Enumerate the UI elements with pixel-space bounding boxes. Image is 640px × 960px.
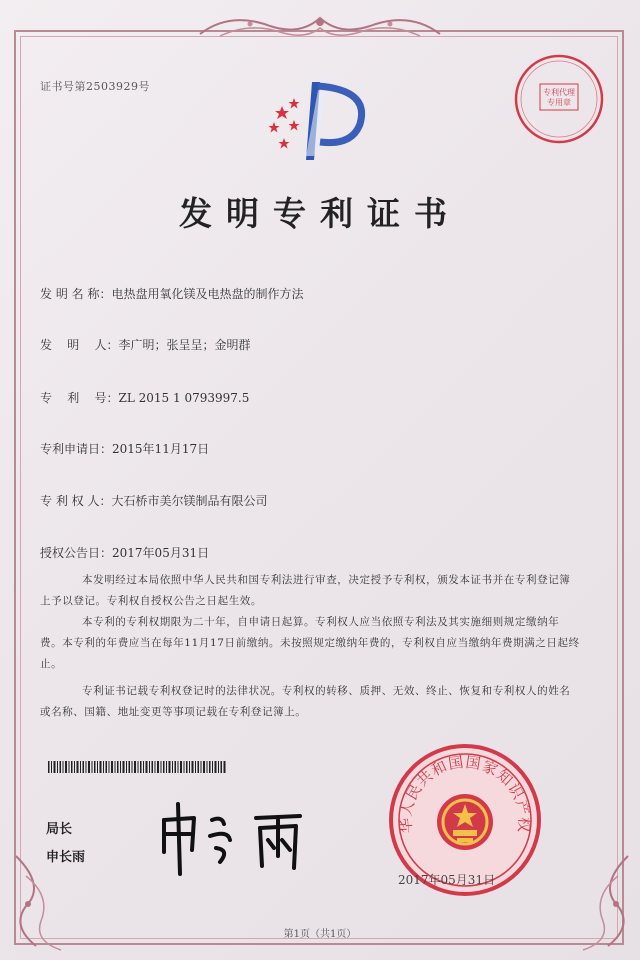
field-value: 电热盘用氧化镁及电热盘的制作方法 — [111, 287, 304, 301]
handwritten-signature — [150, 790, 330, 880]
field-application-date — [40, 440, 209, 457]
field-label: 专 利 号： — [40, 391, 119, 405]
barcode — [48, 761, 226, 773]
field-label: 发 明 人： — [40, 338, 119, 352]
field-patent-number — [40, 389, 249, 406]
body-paragraph: 本发明经过本局依照中华人民共和国专利法进行审查，决定授予专利权，颁发本证书并在专利登记簿上予以登记。专利权自授权公告之日起生效。 — [40, 574, 571, 607]
national-emblem — [437, 794, 493, 850]
director-name: 申长雨 — [46, 850, 86, 865]
field-patentee — [40, 492, 267, 509]
field-label: 授权公告日： — [40, 546, 113, 560]
field-value: 2017年05月31日 — [112, 546, 210, 560]
field-invention-name — [40, 285, 303, 302]
certificate-body — [40, 570, 580, 723]
field-label: 发 明 名 称： — [40, 287, 112, 301]
agency-seal-text: 专利代理专用章 — [543, 88, 575, 107]
director-title: 局长 — [46, 822, 73, 837]
field-announcement-date — [40, 544, 209, 561]
field-value: 2015年11月17日 — [112, 442, 210, 456]
top-ornament — [190, 6, 450, 46]
field-label: 专 利 权 人： — [40, 494, 112, 508]
agency-seal — [512, 52, 606, 146]
seal-text: 华人民共和国国家知识产权 — [396, 752, 534, 834]
page-footer: 第1页（共1页） — [283, 929, 357, 940]
field-value: 大石桥市美尔镁制品有限公司 — [111, 494, 268, 508]
field-label: 专利申请日： — [40, 442, 113, 456]
certificate-number: 证书号第2503929号 — [40, 80, 150, 93]
field-value: ZL 2015 1 0793997.5 — [118, 391, 250, 405]
patent-office-logo — [262, 80, 372, 164]
body-paragraph: 专利证书记载专利权登记时的法律状况。专利权的转移、质押、无效、终止、恢复和专利权人的姓名或名称、国籍、地址变更等事项记载在专利登记簿上。 — [40, 685, 571, 718]
field-value: 李广明；张呈呈；金明群 — [118, 338, 251, 352]
seal-date: 2017年05月31日 — [398, 873, 496, 887]
field-inventors — [40, 336, 251, 353]
body-paragraph: 本专利的专利权期限为二十年，自申请日起算。专利权人应当依照专利法及其实施细则规定缴纳年费。本专利的年费应当在每年11月17日前缴纳。未按照规定缴纳年费的，专利权自应当缴纳年费期满之日起终止。 — [40, 616, 580, 670]
page-title: 发明专利证书 — [179, 194, 461, 233]
